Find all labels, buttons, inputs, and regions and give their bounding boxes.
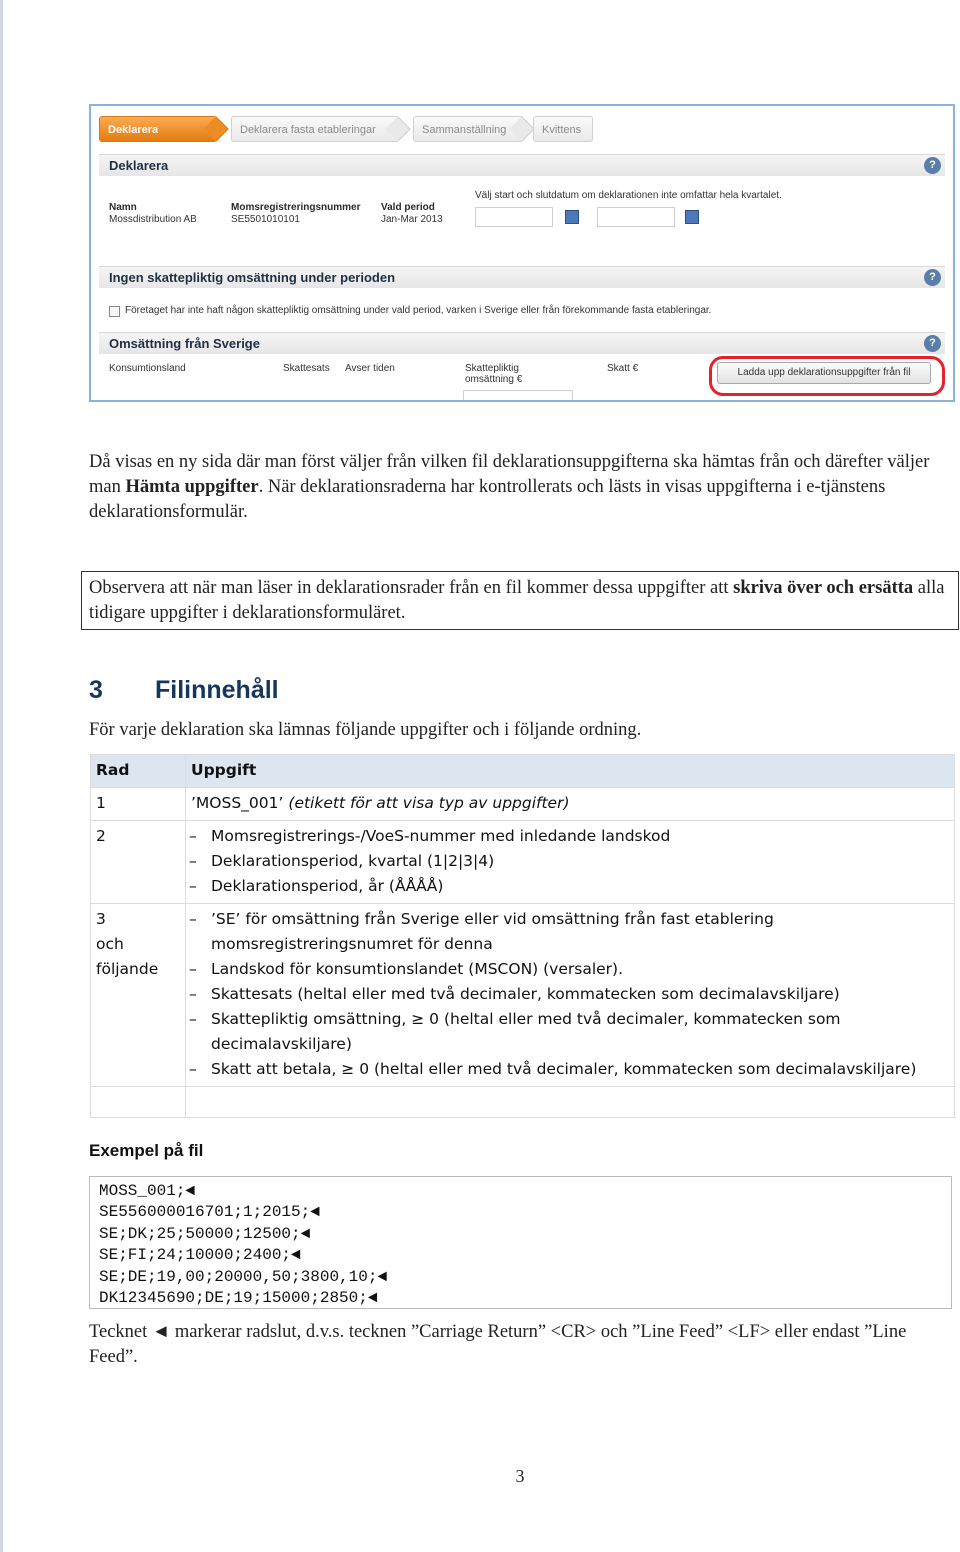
item-text: Deklarationsperiod, år (ÅÅÅÅ) [211, 877, 444, 895]
section-title: Omsättning från Sverige [109, 336, 260, 351]
dash-bullet: – [189, 827, 197, 845]
row-number-line: och [96, 935, 124, 953]
header-uppgift: Uppgift [186, 755, 955, 788]
table-row [91, 788, 955, 821]
item-text: Skatt att betala, ≥ 0 (heltal eller med två decimaler, kommatecken som decimalavskiljare) [211, 1060, 917, 1078]
section-number: 3 [89, 676, 103, 704]
empty-cell [186, 1087, 955, 1118]
intro-paragraph [89, 450, 939, 525]
col-avser-tiden: Avser tiden [345, 363, 395, 374]
item-text: Skattepliktig omsättning, ≥ 0 (heltal eller med två decimaler, kommatecken som decimalavskiljare) [211, 1010, 841, 1053]
period-label: Vald period [381, 202, 435, 213]
row-number-line: 3 [96, 910, 106, 928]
code-line: SE;DK;25;50000;12500;◄ [99, 1224, 311, 1243]
item-text: Landskod för konsumtionslandet (MSCON) (versaler). [211, 960, 624, 978]
row-number: 2 [91, 821, 186, 904]
page-edge [0, 0, 3, 1552]
turnover-input[interactable] [463, 390, 573, 402]
col-skattepliktig: Skattepliktig omsättning € [465, 363, 523, 385]
tab-sammanstallning[interactable]: Sammanställning [413, 116, 523, 142]
item-text: Deklarationsperiod, kvartal (1|2|3|4) [211, 852, 495, 870]
dash-bullet: – [189, 852, 197, 870]
item-text: Momsregistrerings-/VoeS-nummer med inledande landskod [211, 827, 671, 845]
moss-label: ’MOSS_001’ [191, 794, 284, 812]
period-hint: Välj start och slutdatum om deklarationen inte omfattar hela kvartalet. [475, 190, 782, 201]
file-spec-table [90, 754, 955, 1118]
tab-deklarera[interactable]: Deklarera [99, 116, 217, 142]
section-heading [89, 676, 279, 705]
list-item [191, 1057, 950, 1082]
section-bar-ingen-omsattning [99, 266, 945, 288]
section-intro: För varje deklaration ska lämnas följande uppgifter och i följande ordning. [89, 720, 642, 740]
period-value: Jan-Mar 2013 [381, 214, 443, 225]
row-content [186, 821, 955, 904]
row-number: 1 [91, 788, 186, 821]
row-content [186, 788, 955, 821]
note-after: alla tidigare uppgifter i deklarationsformuläret. [89, 578, 945, 623]
code-line: SE;DE;19,00;20000,50;3800,10;◄ [99, 1267, 388, 1286]
dash-bullet: – [189, 960, 197, 978]
dash-bullet: – [189, 877, 197, 895]
list-item [191, 824, 950, 849]
list-item [191, 907, 950, 957]
tab-fasta-etableringar[interactable]: Deklarera fasta etableringar [231, 116, 399, 142]
item-text: Skattesats (heltal eller med två decimaler, kommatecken som decimalavskiljare) [211, 985, 840, 1003]
header-rad: Rad [91, 755, 186, 788]
upload-from-file-button[interactable]: Ladda upp deklarationsuppgifter från fil [717, 362, 931, 384]
name-value: Mossdistribution AB [109, 214, 197, 225]
example-code-box [89, 1176, 952, 1309]
dash-bullet: – [189, 985, 197, 1003]
row-number-line: följande [96, 960, 159, 978]
intro-text-end: . När deklarationsraderna har kontrollerats och lästs in visas uppgifterna i e-tjänstens deklarationsformulär. [89, 477, 886, 522]
help-icon[interactable]: ? [924, 335, 941, 352]
row-content [186, 904, 955, 1087]
section-title: Filinnehåll [155, 676, 279, 704]
no-turnover-checkbox[interactable] [109, 306, 120, 317]
vat-value: SE5501010101 [231, 214, 300, 225]
wizard-tabs [99, 116, 699, 142]
table-row-empty [91, 1087, 955, 1118]
line-ending-footnote: Tecknet ◄ markerar radslut, d.v.s. tecknen ”Carriage Return” <CR> och ”Line Feed” <LF> eller endast ”Line Feed”. [89, 1322, 907, 1367]
end-date-input[interactable] [597, 207, 675, 227]
note-before: Observera att när man läser in deklarationsrader från en fil kommer dessa uppgifter att [89, 578, 734, 598]
dash-bullet: – [189, 910, 197, 928]
vat-label: Momsregistreringsnummer [231, 202, 361, 213]
code-line: SE556000016701;1;2015;◄ [99, 1203, 320, 1222]
note-text [89, 576, 955, 626]
section-bar-sverige [99, 332, 945, 354]
empty-cell [91, 1087, 186, 1118]
col-skattesats: Skattesats [283, 363, 330, 374]
note-box [81, 571, 959, 630]
row-number [91, 904, 186, 1087]
intro-bold: Hämta uppgifter [125, 477, 259, 497]
table-row [91, 821, 955, 904]
tab-kvittens[interactable]: Kvittens [533, 116, 593, 142]
list-item [191, 849, 950, 874]
section-title: Deklarera [109, 158, 169, 173]
section-bar-deklarera [99, 154, 945, 176]
table-row [91, 904, 955, 1087]
moss-note: (etikett för att visa typ av uppgifter) [288, 794, 570, 812]
note-bold: skriva över och ersätta [733, 578, 914, 598]
list-item [191, 874, 950, 899]
name-label: Namn [109, 202, 137, 213]
eservice-screenshot [89, 104, 955, 402]
code-line: SE;FI;24;10000;2400;◄ [99, 1246, 301, 1265]
calendar-icon[interactable] [685, 210, 699, 224]
col-konsumtionsland: Konsumtionsland [109, 363, 186, 374]
dash-bullet: – [189, 1060, 197, 1078]
page-number: 3 [515, 1466, 525, 1486]
calendar-icon[interactable] [565, 210, 579, 224]
checkbox-label: Företaget har inte haft någon skattepliktig omsättning under vald period, varken i Sverige eller från förekommande fasta etableringar. [125, 305, 712, 316]
col-skatt: Skatt € [607, 363, 639, 374]
example-heading: Exempel på fil [89, 1141, 204, 1160]
dash-bullet: – [189, 1010, 197, 1028]
code-line: MOSS_001;◄ [99, 1182, 196, 1200]
item-text: ’SE’ för omsättning från Sverige eller vid omsättning från fast etablering momsregistreringsnumret för denna [211, 910, 774, 953]
code-line: DK12345690;DE;19;15000;2850;◄ [99, 1289, 378, 1308]
help-icon[interactable]: ? [924, 269, 941, 286]
section-title: Ingen skattepliktig omsättning under perioden [109, 270, 396, 285]
intro-text: Då visas en ny sida där man först väljer från vilken fil deklarationsuppgifterna ska hämtas från och därefter väljer man [89, 452, 930, 497]
list-item [191, 1007, 950, 1057]
help-icon[interactable]: ? [924, 157, 941, 174]
table-header-row [91, 755, 955, 788]
start-date-input[interactable] [475, 207, 553, 227]
list-item [191, 957, 950, 982]
list-item [191, 982, 950, 1007]
